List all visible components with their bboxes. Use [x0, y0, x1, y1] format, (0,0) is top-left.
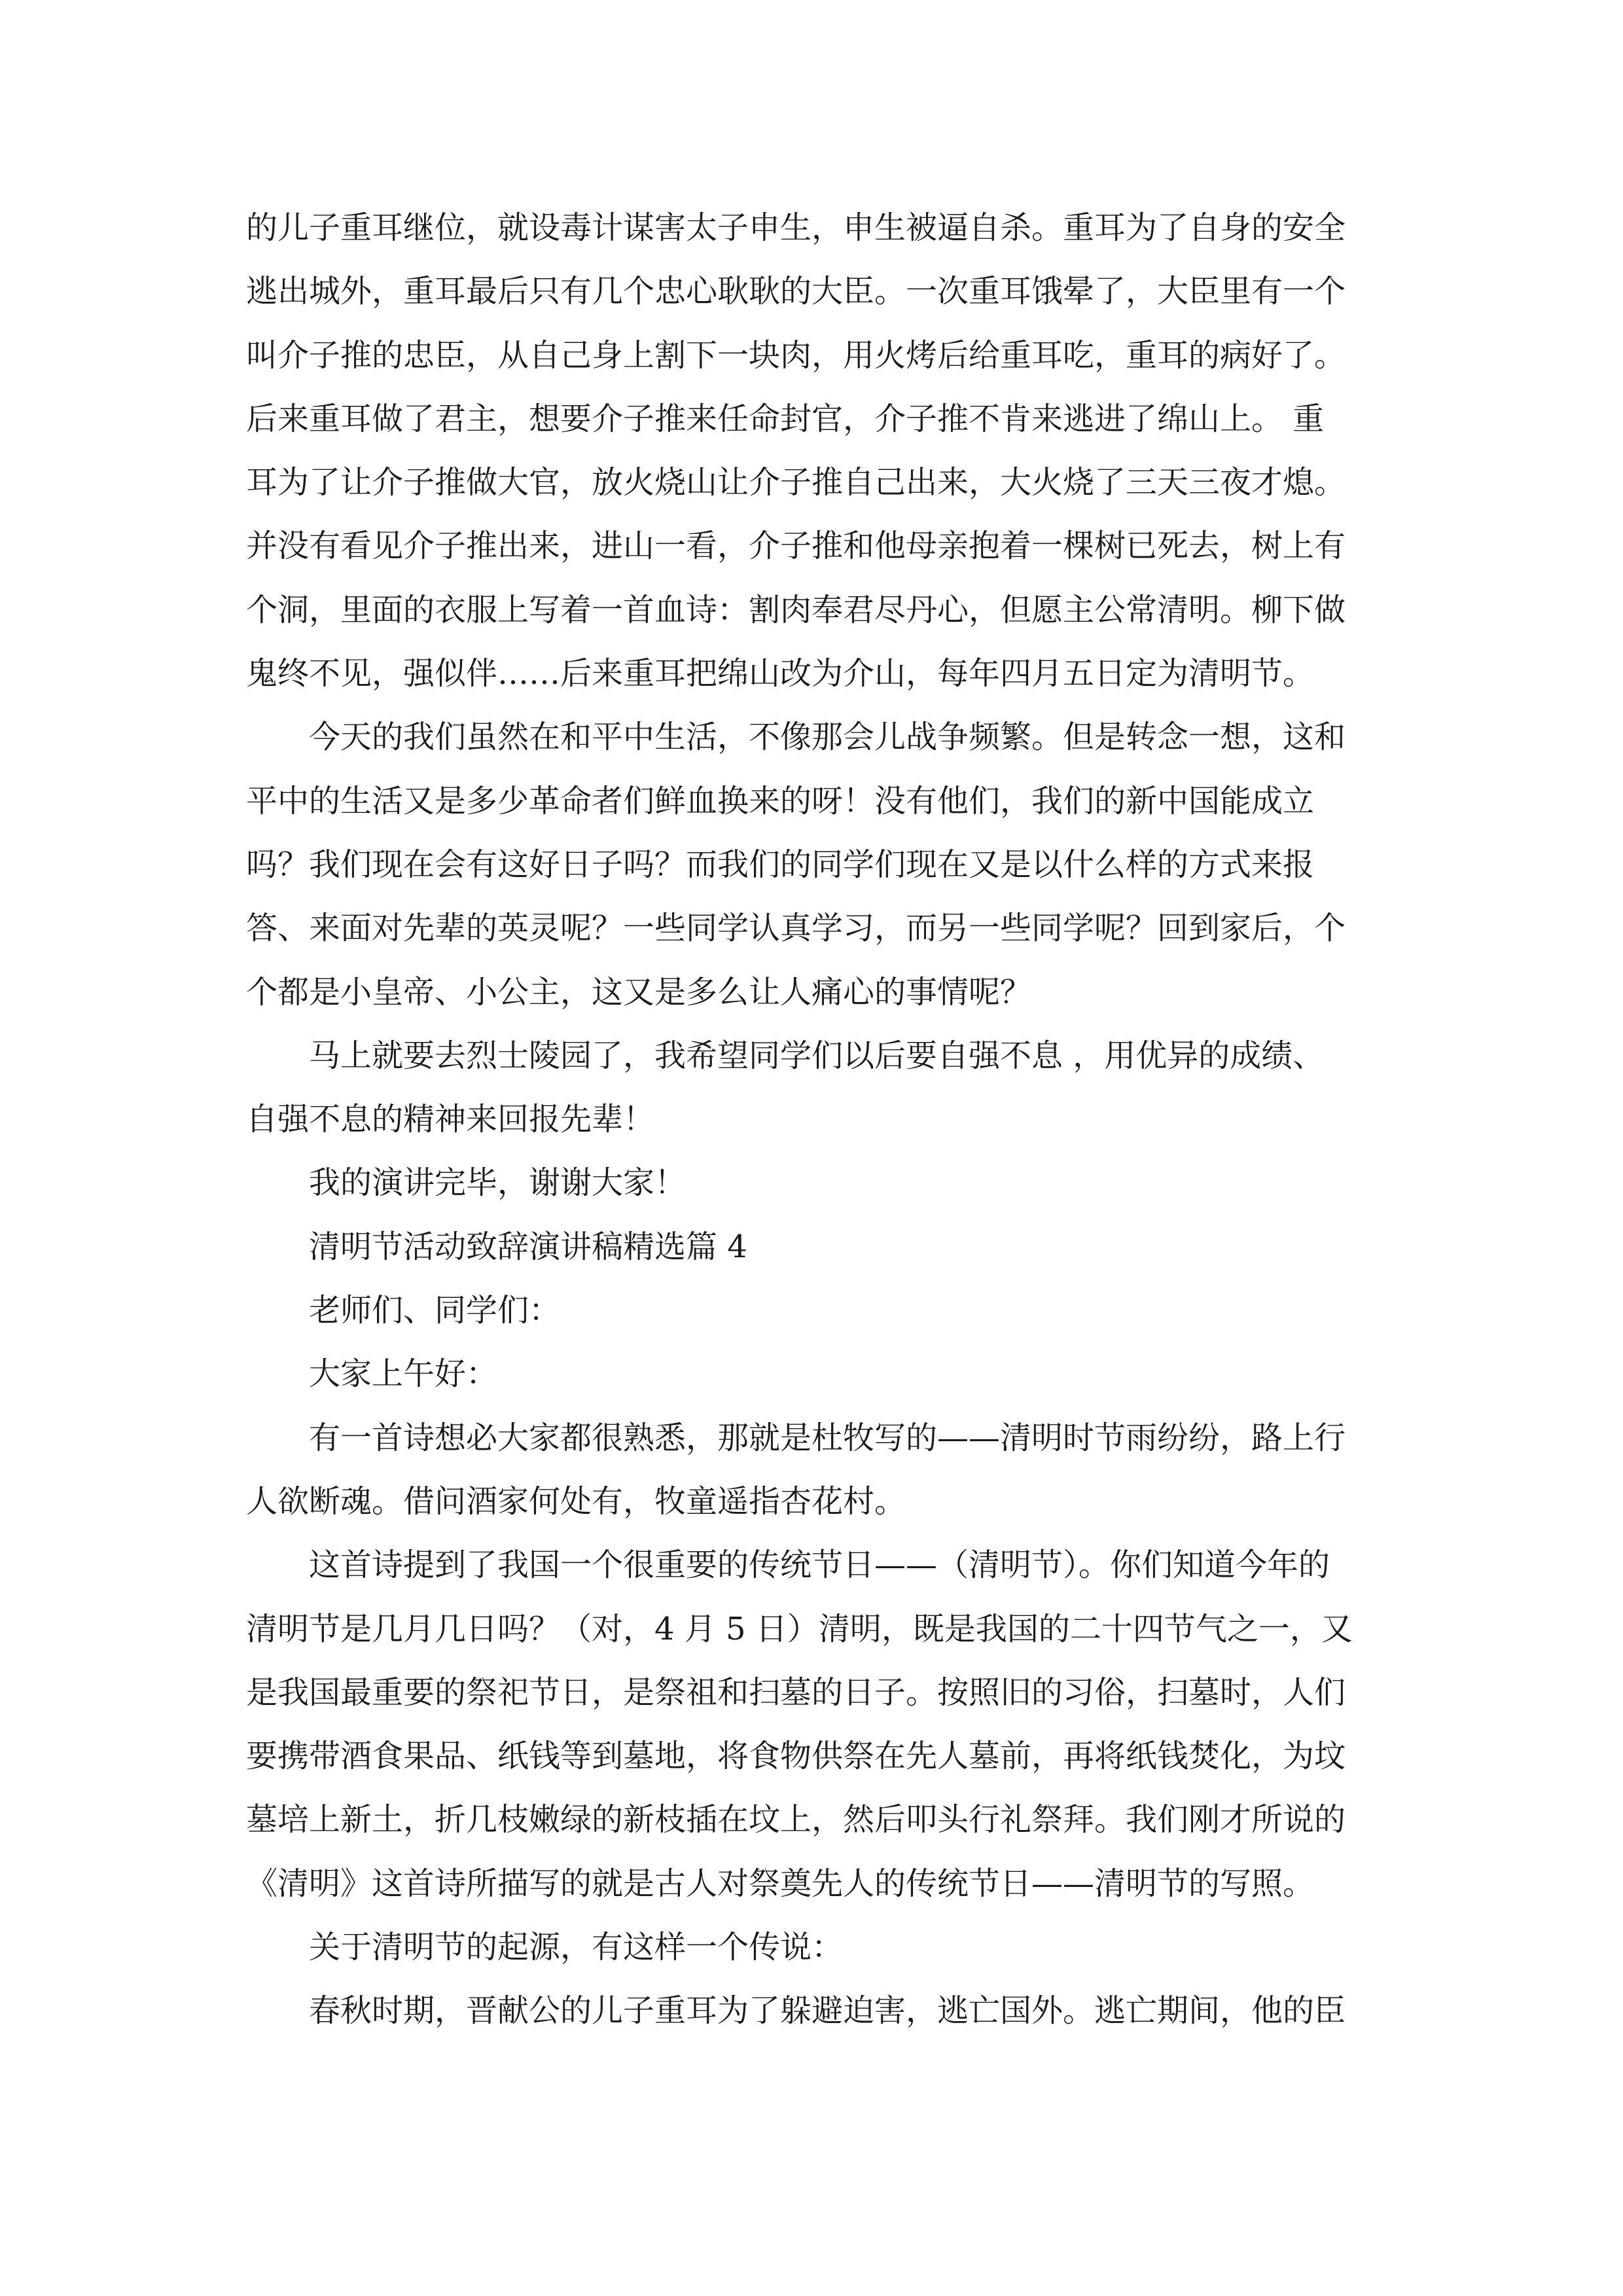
text-line: 耳为了让介子推做大官，放火烧山让介子推自己出来，大火烧了三天三夜才熄。: [246, 464, 1346, 501]
text-line: 答、来面对先辈的英灵呢？一些同学认真学习，而另一些同学呢？回到家后，个: [246, 910, 1346, 947]
text-line: 是我国最重要的祭祀节日，是祭祖和扫墓的日子。按照旧的习俗，扫墓时，人们: [246, 1674, 1346, 1711]
text-line: 墓培上新土，折几枝嫩绿的新枝插在坟上，然后叩头行礼祭拜。我们刚才所说的: [246, 1801, 1346, 1839]
text-line: 清明节是几月几日吗？（对，4 月 5 日）清明，既是我国的二十四节气之一，又: [246, 1610, 1353, 1647]
salutation: 老师们、同学们：: [309, 1292, 561, 1329]
text-line: 平中的生活又是多少革命者们鲜血换来的呀！没有他们，我们的新中国能成立: [246, 782, 1315, 819]
text-line: 后来重耳做了君主，想要介子推来任命封官，介子推不肯来逃进了绵山上。 重: [246, 400, 1325, 437]
text-line: 吗？我们现在会有这好日子吗？而我们的同学们现在又是以什么样的方式来报: [246, 846, 1315, 883]
paragraph-first-line: 这首诗提到了我国一个很重要的传统节日——（清明节）。你们知道今年的: [309, 1547, 1330, 1584]
text-line: 人欲断魂。借问酒家何处有，牧童遥指杏花村。: [246, 1482, 906, 1520]
text-line: 叫介子推的忠臣，从自己身上割下一块肉，用火烤后给重耳吃，重耳的病好了。: [246, 336, 1346, 374]
document-body: [246, 196, 1385, 2043]
text-line: 《清明》这首诗所描写的就是古人对祭奠先人的传统节日——清明节的写照。: [246, 1865, 1315, 1902]
paragraph-first-line: 春秋时期，晋献公的儿子重耳为了躲避迫害，逃亡国外。逃亡期间，他的臣: [309, 1992, 1346, 2030]
text-line: 逃出城外，重耳最后只有几个忠心耿耿的大臣。一次重耳饿晕了，大臣里有一个: [246, 273, 1346, 310]
text-line: 个洞，里面的衣服上写着一首血诗：割肉奉君尽丹心，但愿主公常清明。柳下做: [246, 591, 1346, 628]
text-line: 鬼终不见，强似伴……后来重耳把绵山改为介山，每年四月五日定为清明节。: [246, 655, 1315, 692]
paragraph-first-line: 今天的我们虽然在和平中生活，不像那会儿战争频繁。但是转念一想，这和: [309, 719, 1346, 756]
text-line: 的儿子重耳继位，就设毒计谋害太子申生，申生被逼自杀。重耳为了自身的安全: [246, 209, 1346, 246]
section-heading: 清明节活动致辞演讲稿精选篇 4: [309, 1228, 747, 1265]
paragraph-first-line: 马上就要去烈士陵园了，我希望同学们以后要自强不息 ，用优异的成绩、: [309, 1037, 1325, 1074]
closing-line: 我的演讲完毕，谢谢大家！: [309, 1164, 687, 1202]
text-line: 并没有看见介子推出来，进山一看，介子推和他母亲抱着一棵树已死去，树上有: [246, 528, 1346, 565]
paragraph-first-line: 关于清明节的起源，有这样一个传说：: [309, 1929, 844, 1966]
text-line: 要携带酒食果品、纸钱等到墓地，将食物供祭在先人墓前，再将纸钱焚化，为坟: [246, 1738, 1346, 1775]
greeting: 大家上午好：: [309, 1355, 498, 1393]
text-line: 个都是小皇帝、小公主，这又是多么让人痛心的事情呢？: [246, 973, 1032, 1011]
text-line: 自强不息的精神来回报先辈！: [246, 1101, 655, 1138]
paragraph-first-line: 有一首诗想必大家都很熟悉，那就是杜牧写的——清明时节雨纷纷，路上行: [309, 1419, 1346, 1456]
